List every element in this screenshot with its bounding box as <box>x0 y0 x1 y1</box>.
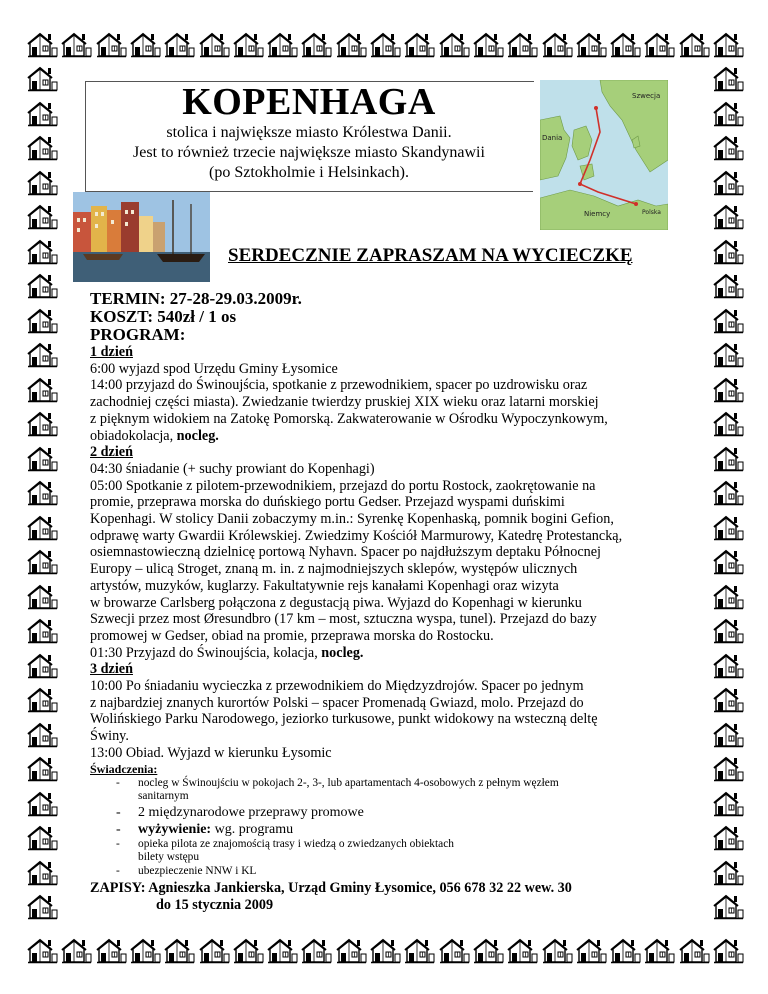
house-icon <box>163 32 195 58</box>
house-icon <box>26 204 58 230</box>
house-icon <box>609 938 641 964</box>
overnight-label: nocleg. <box>176 427 219 444</box>
house-icon <box>369 32 401 58</box>
house-icon <box>712 756 744 782</box>
signup-line: ZAPISY: Agnieszka Jankierska, Urząd Gminy Łysomice, 056 678 32 22 wew. 30 <box>90 880 572 897</box>
day-1-label: 1 dzień <box>90 344 133 360</box>
house-icon <box>26 894 58 920</box>
house-icon <box>232 938 264 964</box>
house-icon <box>60 32 92 58</box>
trip-dates: TERMIN: 27-28-29.03.2009r. <box>90 289 302 308</box>
house-icon <box>472 32 504 58</box>
house-icon <box>26 135 58 161</box>
day-2-line: osiemnastowieczną dzielnicę portową Nyhavn. Spacer po najdłuższym deptaku Północnej <box>90 544 601 561</box>
house-icon <box>26 170 58 196</box>
benefits-list <box>90 777 690 879</box>
day-3-line: Świny. <box>90 728 129 745</box>
house-icon <box>26 273 58 299</box>
house-icon <box>198 938 230 964</box>
trip-cost: KOSZT: 540zł / 1 os <box>90 307 237 326</box>
map-label-niemcy: Niemcy <box>584 210 611 218</box>
program-content <box>90 290 690 913</box>
house-icon <box>26 860 58 886</box>
house-icon <box>335 938 367 964</box>
house-icon <box>712 170 744 196</box>
house-icon <box>643 32 675 58</box>
house-icon <box>26 791 58 817</box>
day-2-line: 05:00 Spotkanie z pilotem-przewodnikiem, przejazd do portu Rostock, zaokrętowanie na <box>90 477 596 494</box>
house-icon <box>266 32 298 58</box>
house-icon <box>678 938 710 964</box>
house-icon <box>506 32 538 58</box>
day-2-line: promie, przeprawa morska do duńskiego portu Gedser. Przejazd wyspami duńskimi <box>90 494 565 511</box>
day-3-label: 3 dzień <box>90 661 133 678</box>
day-1-line: zachodniej części miasta). Zwiedzanie twierdzy pruskiej XIX wieku oraz latarni morskiej <box>90 394 599 411</box>
house-icon <box>712 860 744 886</box>
house-icon <box>541 938 573 964</box>
house-icon <box>712 101 744 127</box>
invitation-heading: SERDECZNIE ZAPRASZAM NA WYCIECZKĘ <box>228 245 633 266</box>
subtitle-line: (po Sztokholmie i Helsinkach). <box>209 164 409 181</box>
list-item: - opieka pilota ze znajomością trasy i wiedzą o zwiedzanych obiektach bilety wstępu <box>116 837 454 864</box>
house-icon <box>26 411 58 437</box>
house-icon <box>26 825 58 851</box>
house-icon <box>163 938 195 964</box>
house-icon <box>26 687 58 713</box>
house-icon <box>712 342 744 368</box>
page-subtitle <box>85 123 533 183</box>
day-1-line: 6:00 wyjazd spod Urzędu Gminy Łysomice <box>90 360 338 377</box>
house-icon <box>712 135 744 161</box>
house-icon <box>26 446 58 472</box>
day-2-line: promowej w Gedser, obiad na promie, przeprawa morska do Rostocku. <box>90 627 494 644</box>
benefits-heading: Świadczenia: <box>90 761 158 776</box>
day-2-line: artystów, muzyków, kuglarzy. Fakultatywnie rejs kanałami Kopenhagi oraz wizyta <box>90 577 559 594</box>
house-icon <box>129 938 161 964</box>
day-2-line: odprawę warty Gwardii Królewskiej. Zwiedzimy Kościół Marmurowy, Katedrę Protestancką, <box>90 527 623 544</box>
house-icon <box>712 687 744 713</box>
house-icon <box>26 756 58 782</box>
house-icon <box>95 32 127 58</box>
house-icon <box>712 377 744 403</box>
house-icon <box>712 618 744 644</box>
house-icon <box>712 273 744 299</box>
house-icon <box>26 549 58 575</box>
house-icon <box>129 32 161 58</box>
house-icon <box>95 938 127 964</box>
house-icon <box>712 239 744 265</box>
house-icon <box>266 938 298 964</box>
house-icon <box>609 32 641 58</box>
day-3-line: 13:00 Obiad. Wyjazd w kierunku Łysomic <box>90 744 332 761</box>
day-2-label: 2 dzień <box>90 444 133 461</box>
day-2-line: Europy – ulicą Stroget, znaną m. in. z najmodniejszych sklepów, występów ulicznych <box>90 561 578 578</box>
house-icon <box>26 66 58 92</box>
house-icon <box>26 722 58 748</box>
day-3-line: z najbardziej znanych kurortów Polski – spacer Promenadą Gwiazd, molo. Przejazd do <box>90 694 584 711</box>
house-icon <box>26 515 58 541</box>
house-icon <box>300 32 332 58</box>
house-icon <box>26 480 58 506</box>
house-icon <box>300 938 332 964</box>
house-icon <box>26 342 58 368</box>
signup-deadline: do 15 stycznia 2009 <box>156 896 274 913</box>
house-icon <box>26 101 58 127</box>
house-icon <box>712 66 744 92</box>
house-icon <box>712 894 744 920</box>
nyhavn-photo <box>73 192 210 282</box>
house-icon <box>712 446 744 472</box>
subtitle-line: stolica i największe miasto Królestwa Danii. <box>166 124 452 141</box>
page-title: KOPENHAGA <box>182 81 436 123</box>
list-item: - ubezpieczenie NNW i KL <box>116 864 257 877</box>
house-icon <box>712 411 744 437</box>
house-icon <box>26 32 58 58</box>
day-2-line: Szwecji przez most Øresundbro (17 km – most, sztuczna wyspa, tunel). Przejazd do bazy <box>90 611 597 628</box>
house-icon <box>541 32 573 58</box>
house-icon <box>678 32 710 58</box>
day-3-line: 10:00 Po śniadaniu wycieczka z przewodnikiem do Międzyzdrojów. Spacer po jednym <box>90 678 584 695</box>
house-icon <box>575 938 607 964</box>
house-icon <box>712 204 744 230</box>
day-1-line: obiadokolacja, nocleg. <box>90 427 219 444</box>
map-label-szwecja: Szwecja <box>632 92 661 100</box>
house-icon <box>712 549 744 575</box>
list-item: - 2 międzynarodowe przeprawy promowe <box>116 804 364 820</box>
house-icon <box>712 653 744 679</box>
house-icon <box>712 791 744 817</box>
house-icon <box>438 938 470 964</box>
house-icon <box>198 32 230 58</box>
day-2-line: 01:30 Przyjazd do Świnoujścia, kolacja, nocleg. <box>90 644 364 661</box>
house-icon <box>438 32 470 58</box>
house-icon <box>26 938 58 964</box>
house-icon <box>26 584 58 610</box>
house-icon <box>575 32 607 58</box>
subtitle-line: Jest to również trzecie największe miasto Skandynawii <box>133 144 485 161</box>
house-icon <box>712 480 744 506</box>
day-2-line: 04:30 śniadanie (+ suchy prowiant do Kopenhagi) <box>90 460 375 477</box>
house-icon <box>712 938 744 964</box>
signup-info <box>90 880 690 913</box>
house-icon <box>403 938 435 964</box>
house-icon <box>712 584 744 610</box>
day-2-line: w browarze Carlsberg połączona z degustacją piwa. Wyjazd do Kopenhagi w kierunku <box>90 594 582 611</box>
program-heading: PROGRAM: <box>90 325 186 344</box>
house-icon <box>712 515 744 541</box>
day-1-line: z pięknym widokiem na Zatokę Pomorską. Zakwaterowanie w Ośrodku Wypoczynkowym, <box>90 410 608 427</box>
house-icon <box>643 938 675 964</box>
house-icon <box>335 32 367 58</box>
overnight-label: nocleg. <box>321 644 364 661</box>
house-icon <box>60 938 92 964</box>
house-icon <box>472 938 504 964</box>
day-1-line: 14:00 przyjazd do Świnoujścia, spotkanie z przewodnikiem, spacer po uzdrowisku oraz <box>90 377 588 394</box>
house-icon <box>403 32 435 58</box>
house-icon <box>712 722 744 748</box>
day-3-line: Wolińskiego Parku Narodowego, jeziorko turkusowe, punkt widokowy na wsteczną deltę <box>90 711 598 728</box>
house-icon <box>506 938 538 964</box>
map-illustration <box>540 80 668 230</box>
house-icon <box>26 618 58 644</box>
house-icon <box>712 32 744 58</box>
house-icon <box>712 825 744 851</box>
route-map <box>540 80 668 230</box>
house-icon <box>26 239 58 265</box>
map-label-dania: Dania <box>542 134 563 142</box>
day-2-line: Kopenhagi. W stolicy Danii zobaczymy m.in.: Syrenkę Kopenhaską, pomnik bogini Gefion, <box>90 511 614 528</box>
house-icon <box>712 308 744 334</box>
house-icon <box>26 308 58 334</box>
house-icon <box>369 938 401 964</box>
list-item: - wyżywienie: wg. programu <box>116 821 294 837</box>
map-label-polska: Polska <box>642 209 661 216</box>
house-icon <box>26 653 58 679</box>
list-item: - nocleg w Świnoujściu w pokojach 2-, 3-, lub apartamentach 4-osobowych z pełnym węzłem sanitarnym <box>116 776 559 803</box>
house-icon <box>26 377 58 403</box>
house-icon <box>232 32 264 58</box>
